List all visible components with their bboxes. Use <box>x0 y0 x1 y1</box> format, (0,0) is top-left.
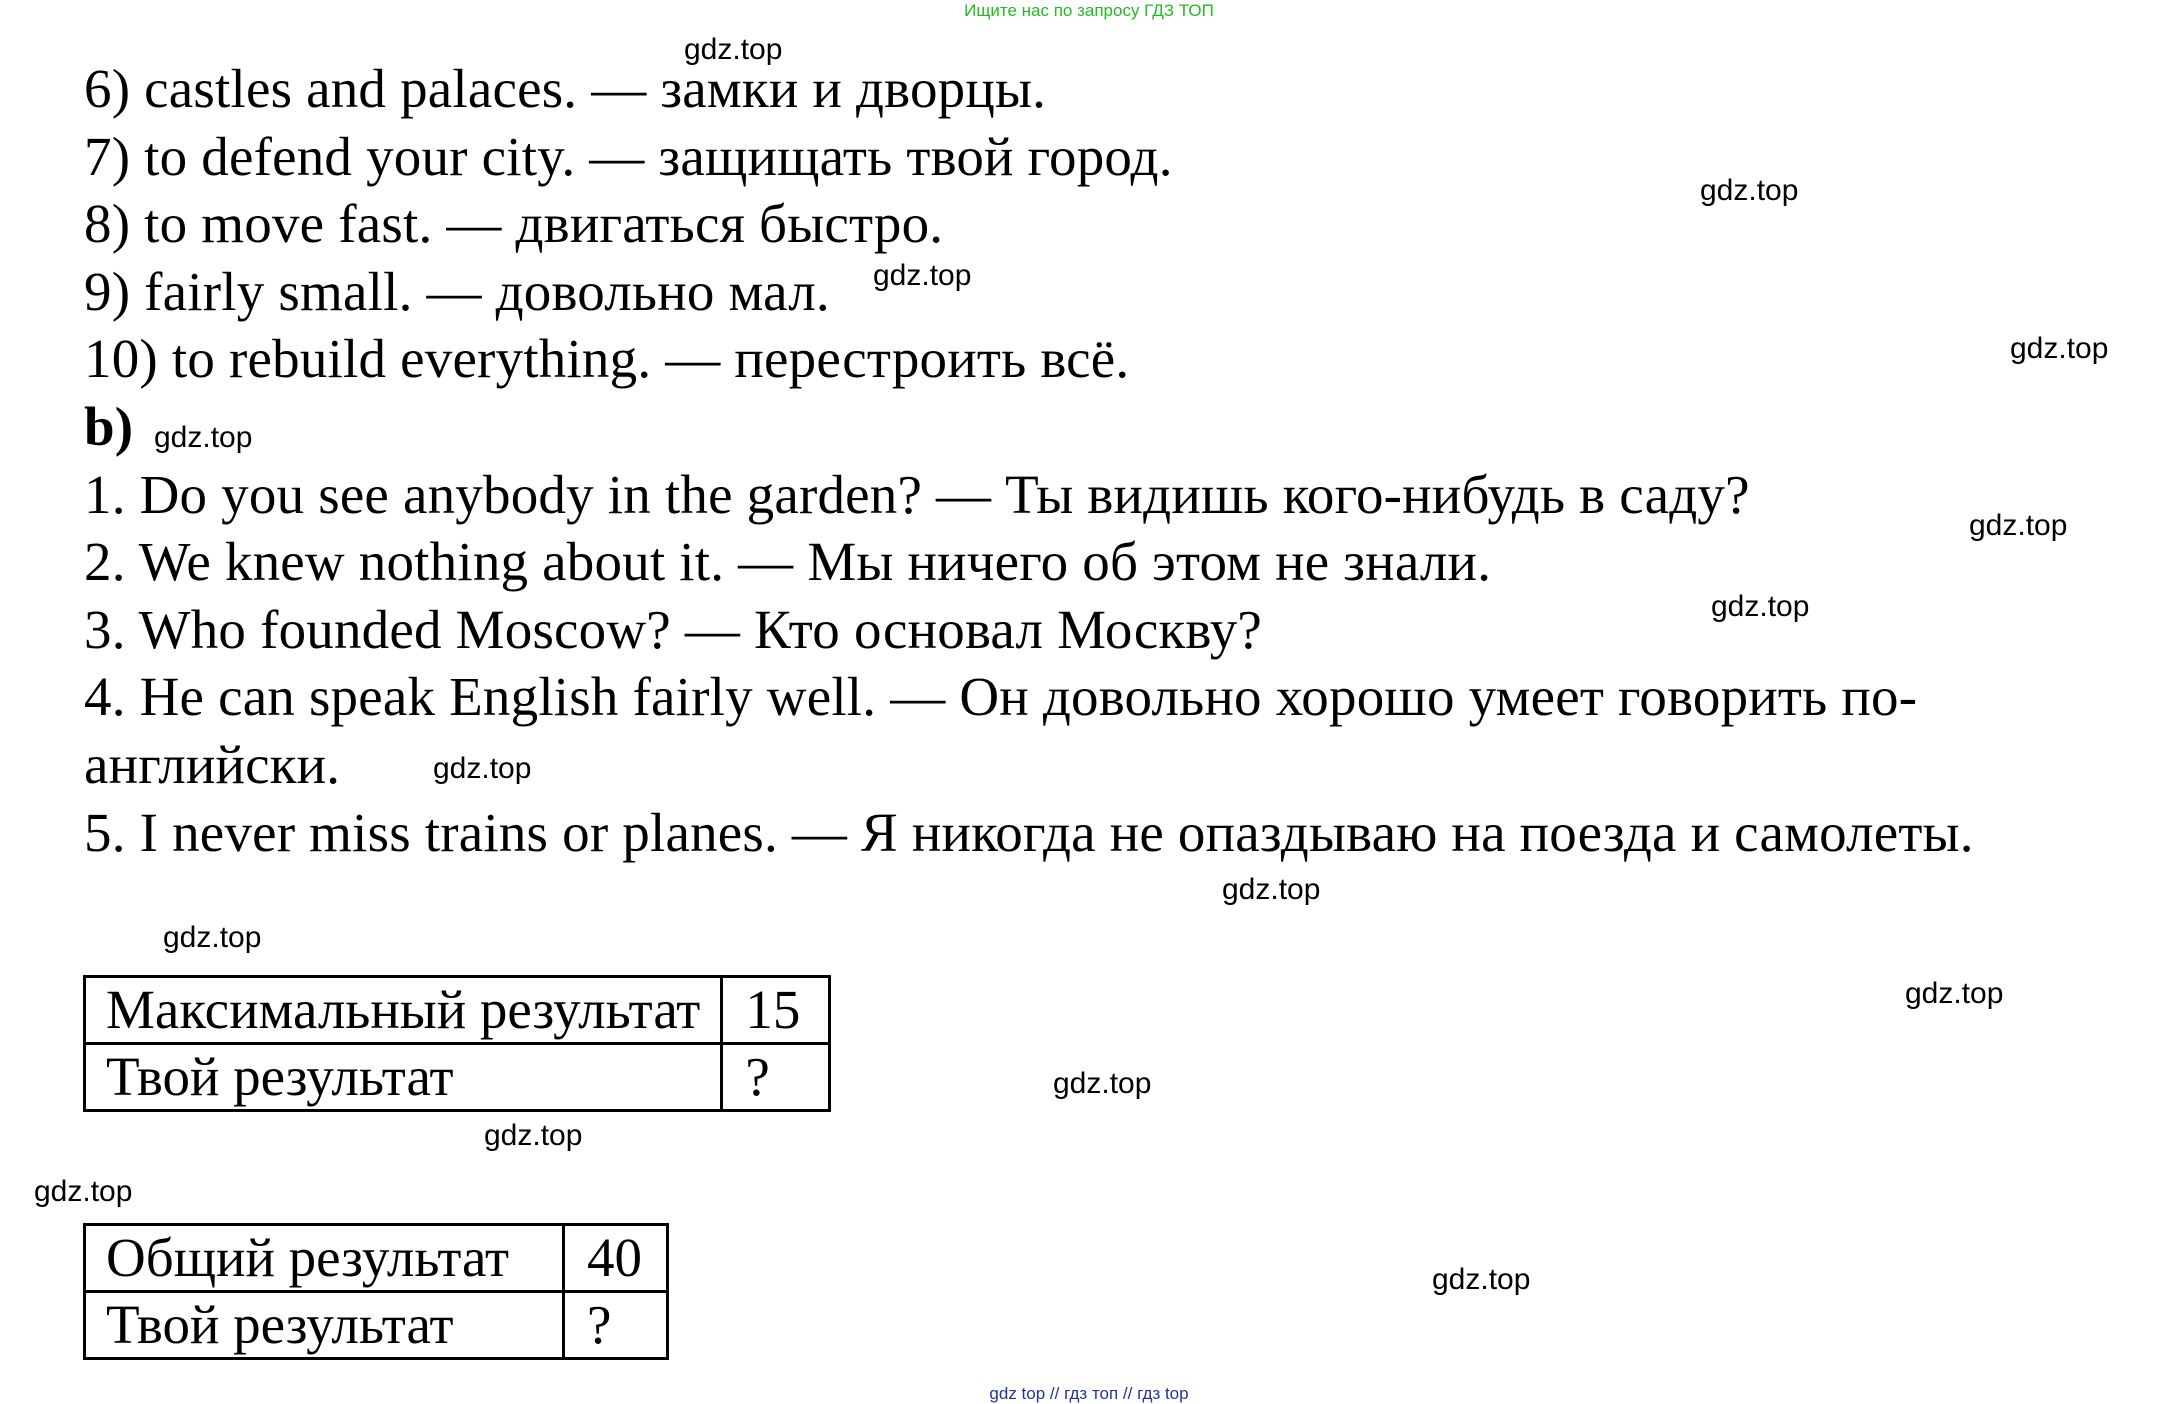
answer-line-b4-continued: английски. <box>84 733 341 795</box>
answer-line-a7: 7) to defend your city. — защищать твой город. <box>84 125 1173 187</box>
answer-line-a6: 6) castles and palaces. — замки и дворцы. <box>84 58 1047 119</box>
answer-line-b4: 4. He can speak English fairly well. — Он довольно хорошо умеет говорить по- <box>84 666 1918 728</box>
watermark: gdz.top <box>1222 873 1321 906</box>
answer-line-b2: 2. We knew nothing about it. — Мы ничего об этом не знали. <box>84 531 1492 593</box>
answer-line-a10: 10) to rebuild everything. — перестроить всё. <box>84 328 1130 390</box>
table-row <box>85 1225 668 1292</box>
total-score-label: Общий результат <box>85 1225 564 1292</box>
answer-line-b5: 5. I never miss trains or planes. — Я никогда не опаздываю на поезда и самолеты. <box>84 801 1974 863</box>
watermark: gdz.top <box>1711 590 1810 623</box>
table-row <box>85 1292 668 1359</box>
answer-content <box>84 55 2174 866</box>
max-score-label: Максимальный результат <box>85 977 722 1044</box>
total-score-table <box>83 1223 669 1360</box>
answer-line-a9: 9) fairly small. — довольно мал. <box>84 260 830 322</box>
max-score-table <box>83 975 831 1112</box>
footer-link[interactable]: gdz top // гдз топ // гдз top <box>989 1384 1189 1403</box>
watermark: gdz.top <box>484 1119 583 1152</box>
answer-line-b3: 3. Who founded Moscow? — Кто основал Москву? <box>84 598 1263 660</box>
watermark: gdz.top <box>34 1175 133 1208</box>
watermark: gdz.top <box>1905 977 2004 1010</box>
your-total-label: Твой результат <box>85 1292 564 1359</box>
watermark: gdz.top <box>1700 174 1799 207</box>
table-row <box>85 1044 830 1111</box>
watermark: gdz.top <box>873 259 972 292</box>
your-total-value: ? <box>564 1292 668 1359</box>
watermark: gdz.top <box>1969 509 2068 542</box>
table-row <box>85 977 830 1044</box>
watermark: gdz.top <box>163 921 262 954</box>
section-b-label: b) <box>84 395 134 457</box>
max-score-value: 15 <box>722 977 830 1044</box>
watermark: gdz.top <box>1053 1067 1152 1100</box>
your-score-label: Твой результат <box>85 1044 722 1111</box>
watermark: gdz.top <box>1432 1263 1531 1296</box>
top-banner: Ищите нас по запросу ГДЗ ТОП <box>964 1 1214 20</box>
watermark: gdz.top <box>2010 332 2109 365</box>
your-score-value: ? <box>722 1044 830 1111</box>
answer-line-b1: 1. Do you see anybody in the garden? — Ты видишь кого-нибудь в саду? <box>84 463 1750 525</box>
watermark: gdz.top <box>154 421 253 454</box>
answer-line-a8: 8) to move fast. — двигаться быстро. <box>84 193 944 255</box>
watermark: gdz.top <box>433 752 532 785</box>
watermark: gdz.top <box>684 33 783 66</box>
total-score-value: 40 <box>564 1225 668 1292</box>
